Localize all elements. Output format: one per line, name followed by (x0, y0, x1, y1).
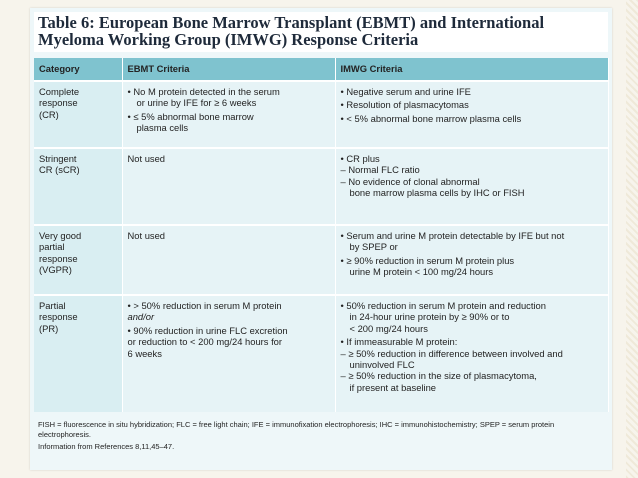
table-row-vgpr (34, 225, 608, 295)
abbreviations-footnote: FISH = fluorescence in situ hybridization; FLC = free light chain; IFE = immunofixation electrophoresis; IHC = immunohistochemistry; SPEP = serum protein electrophoresis. (38, 420, 555, 439)
criteria-line: • CR plus (340, 153, 380, 164)
category-cell (34, 81, 122, 148)
criteria-line: • 90% reduction in urine FLC excretion (127, 324, 288, 336)
criteria-line: • 50% reduction in serum M protein and reduction (340, 300, 546, 311)
criteria-line: uninvolved FLC (349, 359, 415, 371)
criteria-line: or urine by IFE for ≥ 6 weeks (136, 97, 257, 109)
criteria-line: or reduction to < 200 mg/24 hours for (127, 336, 283, 348)
imwg-cell (335, 225, 608, 295)
header-ebmt: EBMT Criteria (122, 58, 335, 81)
ebmt-cell (122, 81, 335, 148)
category-line: response (39, 252, 78, 264)
criteria-line: • ≤ 5% abnormal bone marrow (127, 110, 254, 122)
category-line: response (39, 97, 78, 109)
criteria-line: if present at baseline (349, 381, 437, 393)
category-line: Very good (39, 230, 82, 241)
table-row-pr (34, 295, 608, 412)
category-cell (34, 295, 122, 412)
response-criteria-table (34, 58, 609, 412)
criteria-line: – ≥ 50% reduction in the size of plasmacytoma, (340, 370, 537, 382)
header-category: Category (34, 58, 122, 81)
criteria-line: and/or (127, 311, 155, 323)
criteria-line: • Negative serum and urine IFE (340, 86, 471, 97)
slide (30, 8, 612, 470)
criteria-line: • Serum and urine M protein detectable by IFE but not (340, 230, 565, 241)
table-title: Table 6: European Bone Marrow Transplant (EBMT) and International Myeloma Working Group (IMWG) Response Criteria (34, 12, 608, 52)
header-imwg: IMWG Criteria (335, 58, 608, 81)
category-line: Stringent (39, 153, 77, 164)
criteria-line: bone marrow plasma cells by IHC or FISH (349, 187, 525, 199)
category-line: Complete (39, 86, 80, 97)
header-row (34, 58, 608, 81)
criteria-line: • < 5% abnormal bone marrow plasma cells (340, 112, 522, 124)
category-line: (VGPR) (39, 264, 72, 276)
table-footnotes (34, 420, 608, 455)
category-line: response (39, 311, 78, 323)
criteria-line: • > 50% reduction in serum M protein (127, 300, 282, 311)
criteria-line: – Normal FLC ratio (340, 164, 420, 176)
imwg-cell (335, 81, 608, 148)
ebmt-cell (122, 225, 335, 295)
ebmt-cell (122, 148, 335, 225)
category-line: (PR) (39, 322, 59, 334)
imwg-cell (335, 148, 608, 225)
criteria-line: by SPEP or (349, 241, 398, 253)
criteria-line: plasma cells (136, 122, 189, 134)
imwg-cell (335, 295, 608, 412)
criteria-line: – ≥ 50% reduction in difference between involved and (340, 347, 563, 359)
category-line: (CR) (39, 108, 59, 120)
criteria-line: • If immeasurable M protein: (340, 336, 458, 348)
criteria-line: 6 weeks (127, 347, 162, 359)
criteria-line: < 200 mg/24 hours (349, 322, 428, 334)
criteria-line: in 24-hour urine protein by ≥ 90% or to (349, 311, 510, 323)
criteria-line: • ≥ 90% reduction in serum M protein plus (340, 254, 515, 266)
table-row-scr (34, 148, 608, 225)
criteria-line: urine M protein < 100 mg/24 hours (349, 266, 494, 278)
category-cell (34, 148, 122, 225)
criteria-line: • Resolution of plasmacytomas (340, 99, 469, 111)
category-cell (34, 225, 122, 295)
criteria-line: • No M protein detected in the serum (127, 86, 280, 97)
category-line: Partial (39, 300, 66, 311)
criteria-line: Not used (127, 153, 166, 164)
criteria-line: – No evidence of clonal abnormal (340, 175, 480, 187)
category-line: CR (sCR) (39, 164, 80, 176)
slide-side-decoration (626, 0, 638, 478)
category-line: partial (39, 241, 65, 253)
ebmt-cell (122, 295, 335, 412)
criteria-line: Not used (127, 230, 166, 241)
table-row-cr (34, 81, 608, 148)
references-footnote: Information from References 8,11,45–47. (38, 442, 175, 451)
